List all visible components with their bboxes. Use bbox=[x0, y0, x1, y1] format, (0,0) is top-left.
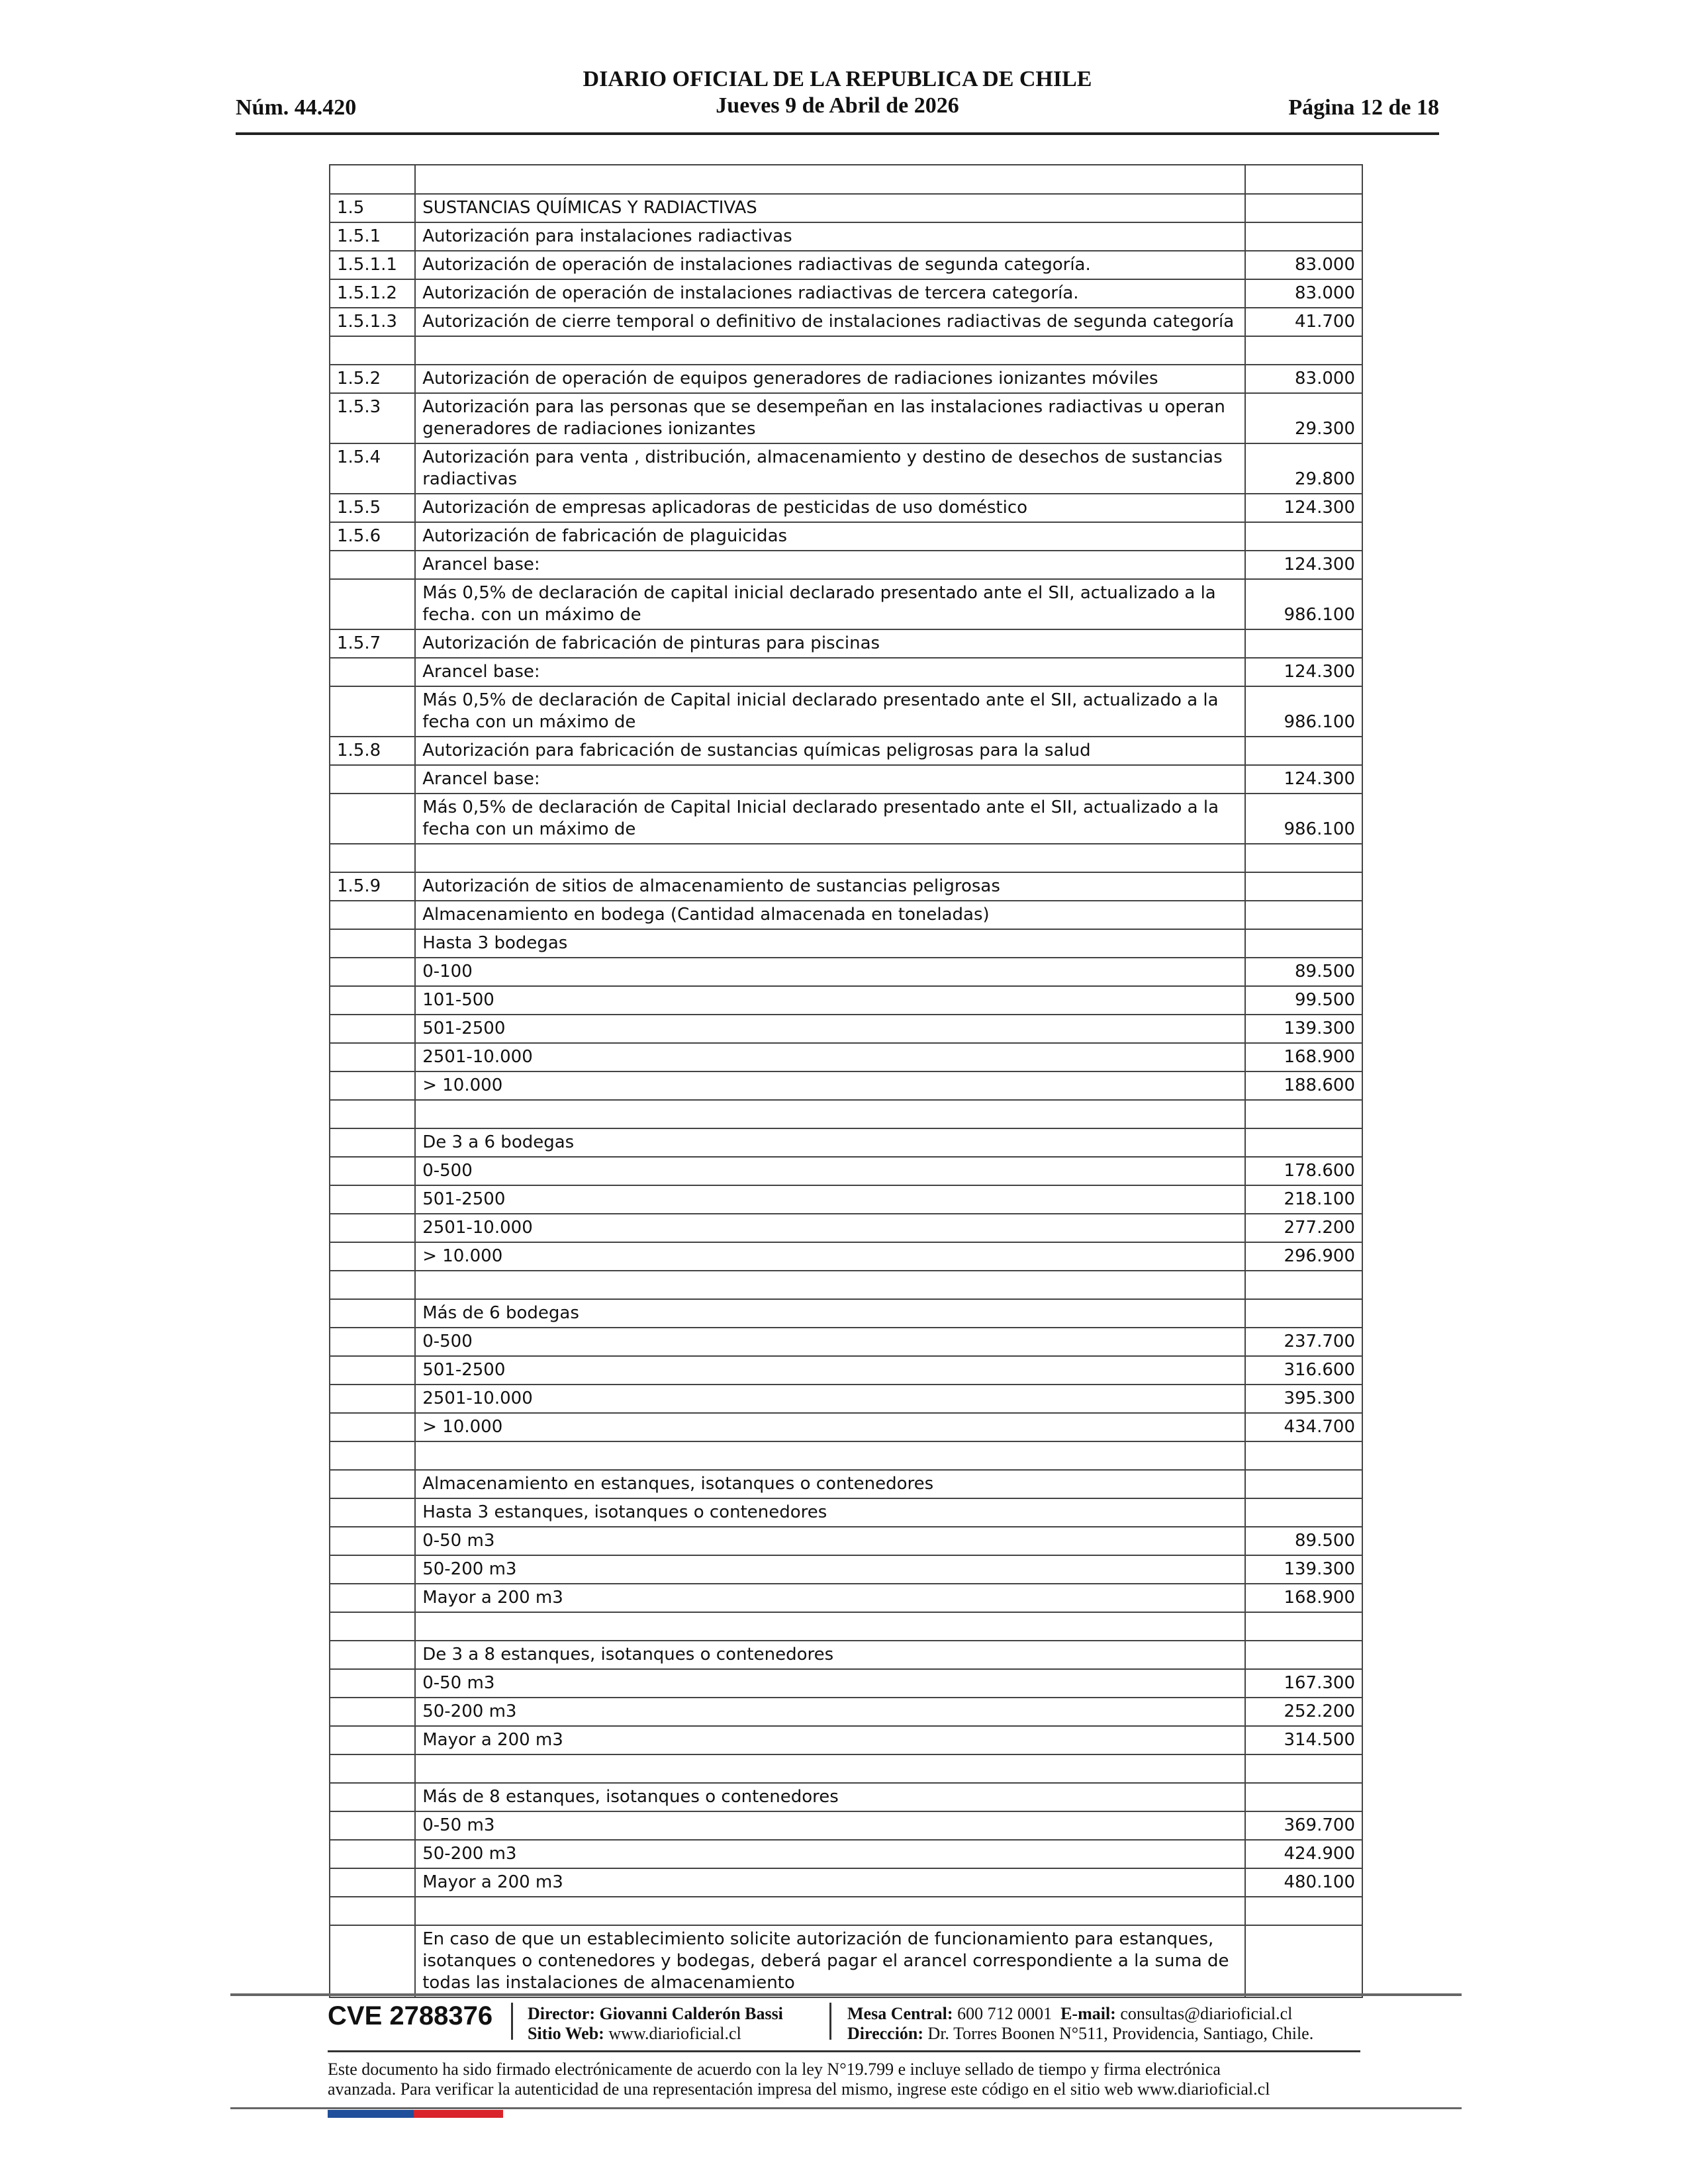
table-row bbox=[330, 686, 1362, 737]
address-value: Dr. Torres Boonen N°511, Providencia, Santiago, Chile. bbox=[927, 2024, 1314, 2043]
website-link[interactable]: www.diarioficial.cl bbox=[608, 2024, 741, 2043]
table-row bbox=[330, 765, 1362, 794]
row-value: 218.100 bbox=[1245, 1185, 1362, 1214]
row-code bbox=[330, 1356, 415, 1385]
row-value bbox=[1245, 1299, 1362, 1328]
row-description bbox=[415, 1612, 1244, 1641]
table-row bbox=[330, 279, 1362, 308]
row-code bbox=[330, 1555, 415, 1584]
row-code: 1.5.6 bbox=[330, 522, 415, 551]
row-value: 29.300 bbox=[1245, 393, 1362, 443]
row-code: 1.5.5 bbox=[330, 494, 415, 522]
row-description: Arancel base: bbox=[415, 658, 1244, 686]
row-code bbox=[330, 1015, 415, 1043]
row-value: 314.500 bbox=[1245, 1726, 1362, 1754]
row-code bbox=[330, 1271, 415, 1299]
row-description: Autorización de operación de equipos generadores de radiaciones ionizantes móviles bbox=[415, 365, 1244, 393]
website-label: Sitio Web: bbox=[528, 2024, 604, 2043]
row-value: 188.600 bbox=[1245, 1071, 1362, 1100]
table-row bbox=[330, 929, 1362, 958]
row-description: SUSTANCIAS QUÍMICAS Y RADIACTIVAS bbox=[415, 194, 1244, 222]
row-description bbox=[415, 844, 1244, 872]
row-description bbox=[415, 1754, 1244, 1783]
row-value bbox=[1245, 1641, 1362, 1669]
table-row bbox=[330, 308, 1362, 336]
row-description: Arancel base: bbox=[415, 765, 1244, 794]
row-value: 83.000 bbox=[1245, 251, 1362, 279]
director-label: Director: bbox=[528, 2004, 596, 2023]
row-code bbox=[330, 1100, 415, 1128]
row-description: Más de 8 estanques, isotanques o contenedores bbox=[415, 1783, 1244, 1811]
table-row bbox=[330, 1214, 1362, 1242]
table-row bbox=[330, 1925, 1362, 1997]
row-description: > 10.000 bbox=[415, 1413, 1244, 1441]
row-description bbox=[415, 1441, 1244, 1470]
row-description: 2501-10.000 bbox=[415, 1214, 1244, 1242]
table-row bbox=[330, 958, 1362, 986]
row-description: Mayor a 200 m3 bbox=[415, 1584, 1244, 1612]
row-description: Autorización de fabricación de pinturas para piscinas bbox=[415, 629, 1244, 658]
row-description: 2501-10.000 bbox=[415, 1385, 1244, 1413]
row-description: Almacenamiento en estanques, isotanques o contenedores bbox=[415, 1470, 1244, 1498]
phone-value: 600 712 0001 bbox=[957, 2004, 1053, 2023]
row-description: > 10.000 bbox=[415, 1242, 1244, 1271]
row-value: 29.800 bbox=[1245, 443, 1362, 494]
row-value: 124.300 bbox=[1245, 551, 1362, 579]
row-code bbox=[330, 579, 415, 629]
table-row bbox=[330, 365, 1362, 393]
row-code bbox=[330, 1328, 415, 1356]
row-value: 434.700 bbox=[1245, 1413, 1362, 1441]
row-description: 501-2500 bbox=[415, 1185, 1244, 1214]
address-label: Dirección: bbox=[847, 2024, 924, 2043]
flag-stripe-red bbox=[414, 2110, 503, 2118]
row-value: 124.300 bbox=[1245, 494, 1362, 522]
row-value bbox=[1245, 1498, 1362, 1527]
table-row bbox=[330, 1299, 1362, 1328]
table-row bbox=[330, 1385, 1362, 1413]
row-value bbox=[1245, 1783, 1362, 1811]
row-description: Hasta 3 bodegas bbox=[415, 929, 1244, 958]
row-code bbox=[330, 1498, 415, 1527]
row-value: 139.300 bbox=[1245, 1555, 1362, 1584]
table-row bbox=[330, 1157, 1362, 1185]
row-value bbox=[1245, 194, 1362, 222]
row-value: 395.300 bbox=[1245, 1385, 1362, 1413]
table-row bbox=[330, 194, 1362, 222]
row-value bbox=[1245, 336, 1362, 365]
flag-stripe-blue bbox=[328, 2110, 414, 2118]
row-description: Más 0,5% de declaración de Capital Inicial declarado presentado ante el SII, actualizado a la fecha con un máximo de bbox=[415, 794, 1244, 844]
row-description: 0-50 m3 bbox=[415, 1527, 1244, 1555]
contact-block bbox=[847, 2004, 1313, 2044]
row-description: Más 0,5% de declaración de Capital inicial declarado presentado ante el SII, actualizado a la fecha con un máximo de bbox=[415, 686, 1244, 737]
row-value bbox=[1245, 1441, 1362, 1470]
row-code: 1.5.1 bbox=[330, 222, 415, 251]
table-row bbox=[330, 1413, 1362, 1441]
issue-date: Jueves 9 de Abril de 2026 bbox=[716, 93, 959, 118]
table-row bbox=[330, 1356, 1362, 1385]
row-description: Más 0,5% de declaración de capital inicial declarado presentado ante el SII, actualizado a la fecha. con un máximo de bbox=[415, 579, 1244, 629]
table-row bbox=[330, 658, 1362, 686]
row-code: 1.5.3 bbox=[330, 393, 415, 443]
row-value bbox=[1245, 1754, 1362, 1783]
row-description: Hasta 3 estanques, isotanques o contenedores bbox=[415, 1498, 1244, 1527]
row-code bbox=[330, 1185, 415, 1214]
row-description: Almacenamiento en bodega (Cantidad almacenada en toneladas) bbox=[415, 901, 1244, 929]
table-cell-code bbox=[330, 165, 415, 194]
footer-divider-bottom bbox=[230, 2107, 1462, 2109]
footer-divider-top bbox=[230, 1993, 1462, 1996]
row-code bbox=[330, 1584, 415, 1612]
row-value: 41.700 bbox=[1245, 308, 1362, 336]
row-value: 986.100 bbox=[1245, 686, 1362, 737]
row-description: 0-500 bbox=[415, 1328, 1244, 1356]
table-row bbox=[330, 551, 1362, 579]
row-value: 124.300 bbox=[1245, 658, 1362, 686]
row-value bbox=[1245, 222, 1362, 251]
row-value bbox=[1245, 1612, 1362, 1641]
row-description: De 3 a 6 bodegas bbox=[415, 1128, 1244, 1157]
row-description: De 3 a 8 estanques, isotanques o contenedores bbox=[415, 1641, 1244, 1669]
email-link[interactable]: consultas@diarioficial.cl bbox=[1120, 2004, 1293, 2023]
row-description: Autorización de operación de instalaciones radiactivas de tercera categoría. bbox=[415, 279, 1244, 308]
email-label: E-mail: bbox=[1060, 2004, 1116, 2023]
row-description: En caso de que un establecimiento solicite autorización de funcionamiento para estanques, isotanques o contenedores y bodegas, deberá pagar el arancel correspondiente a la suma de todas las instalaciones de almacenamiento bbox=[415, 1925, 1244, 1997]
row-value: 83.000 bbox=[1245, 279, 1362, 308]
row-value: 168.900 bbox=[1245, 1584, 1362, 1612]
issue-number: Núm. 44.420 bbox=[236, 95, 357, 120]
row-value bbox=[1245, 1897, 1362, 1925]
table-row bbox=[330, 1726, 1362, 1754]
legal-line: Este documento ha sido firmado electrónicamente de acuerdo con la ley N°19.799 e incluye sellado de tiempo y firma electrónica bbox=[328, 2060, 1221, 2079]
row-value: 178.600 bbox=[1245, 1157, 1362, 1185]
row-code bbox=[330, 1470, 415, 1498]
row-value: 369.700 bbox=[1245, 1811, 1362, 1840]
table-row bbox=[330, 986, 1362, 1015]
row-code bbox=[330, 1214, 415, 1242]
row-code bbox=[330, 1128, 415, 1157]
table-cell-value bbox=[1245, 165, 1362, 194]
footer-divider-middle bbox=[328, 2050, 1360, 2052]
row-code bbox=[330, 986, 415, 1015]
cve-code: CVE 2788376 bbox=[328, 2001, 493, 2030]
row-code bbox=[330, 794, 415, 844]
phone-label: Mesa Central: bbox=[847, 2004, 953, 2023]
row-description: 50-200 m3 bbox=[415, 1555, 1244, 1584]
row-code bbox=[330, 1726, 415, 1754]
row-code: 1.5.2 bbox=[330, 365, 415, 393]
row-value bbox=[1245, 901, 1362, 929]
row-description: Arancel base: bbox=[415, 551, 1244, 579]
row-value: 296.900 bbox=[1245, 1242, 1362, 1271]
row-code bbox=[330, 1242, 415, 1271]
row-value: 480.100 bbox=[1245, 1868, 1362, 1897]
row-code bbox=[330, 929, 415, 958]
row-value bbox=[1245, 522, 1362, 551]
row-value bbox=[1245, 844, 1362, 872]
row-description: > 10.000 bbox=[415, 1071, 1244, 1100]
table-row bbox=[330, 844, 1362, 872]
table-row bbox=[330, 393, 1362, 443]
row-code bbox=[330, 1641, 415, 1669]
row-code bbox=[330, 765, 415, 794]
row-value: 986.100 bbox=[1245, 794, 1362, 844]
table-row bbox=[330, 872, 1362, 901]
row-description: Autorización para instalaciones radiactivas bbox=[415, 222, 1244, 251]
row-code bbox=[330, 1868, 415, 1897]
table-row bbox=[330, 1754, 1362, 1783]
row-code bbox=[330, 1299, 415, 1328]
table-row bbox=[330, 1470, 1362, 1498]
row-value: 99.500 bbox=[1245, 986, 1362, 1015]
table-row bbox=[330, 251, 1362, 279]
row-code bbox=[330, 1811, 415, 1840]
row-description: 0-100 bbox=[415, 958, 1244, 986]
table-row bbox=[330, 1242, 1362, 1271]
row-description: Autorización para las personas que se desempeñan en las instalaciones radiactivas u operan generadores de radiaciones ionizantes bbox=[415, 393, 1244, 443]
table-row bbox=[330, 579, 1362, 629]
row-code: 1.5.4 bbox=[330, 443, 415, 494]
director-name: Giovanni Calderón Bassi bbox=[599, 2004, 783, 2023]
row-description bbox=[415, 1271, 1244, 1299]
row-code bbox=[330, 1071, 415, 1100]
table-row bbox=[330, 443, 1362, 494]
page-indicator: Página 12 de 18 bbox=[1288, 95, 1439, 120]
table-row bbox=[330, 1071, 1362, 1100]
row-value: 83.000 bbox=[1245, 365, 1362, 393]
row-value: 316.600 bbox=[1245, 1356, 1362, 1385]
row-value bbox=[1245, 737, 1362, 765]
row-value bbox=[1245, 1470, 1362, 1498]
legal-notice bbox=[328, 2060, 1387, 2099]
legal-line: avanzada. Para verificar la autenticidad de una representación impresa del mismo, ingrese este código en el sitio web www.diarioficial.cl bbox=[328, 2079, 1270, 2099]
row-code bbox=[330, 1612, 415, 1641]
table-header-row bbox=[330, 165, 1362, 194]
table-cell-description bbox=[415, 165, 1244, 194]
row-code bbox=[330, 686, 415, 737]
tariff-table bbox=[329, 164, 1363, 1998]
row-value: 168.900 bbox=[1245, 1043, 1362, 1071]
table-row bbox=[330, 1555, 1362, 1584]
row-code: 1.5 bbox=[330, 194, 415, 222]
row-code: 1.5.1.2 bbox=[330, 279, 415, 308]
row-value: 237.700 bbox=[1245, 1328, 1362, 1356]
row-value bbox=[1245, 1128, 1362, 1157]
row-code bbox=[330, 1441, 415, 1470]
row-code: 1.5.8 bbox=[330, 737, 415, 765]
table-row bbox=[330, 1185, 1362, 1214]
row-description: 2501-10.000 bbox=[415, 1043, 1244, 1071]
tariff-table-body bbox=[330, 165, 1362, 1997]
row-code bbox=[330, 551, 415, 579]
row-code: 1.5.7 bbox=[330, 629, 415, 658]
table-row bbox=[330, 1698, 1362, 1726]
table-row bbox=[330, 1868, 1362, 1897]
row-code bbox=[330, 1385, 415, 1413]
row-code bbox=[330, 1413, 415, 1441]
row-description: 0-500 bbox=[415, 1157, 1244, 1185]
row-description: 0-50 m3 bbox=[415, 1811, 1244, 1840]
row-value: 89.500 bbox=[1245, 958, 1362, 986]
table-row bbox=[330, 737, 1362, 765]
table-row bbox=[330, 629, 1362, 658]
footer-separator bbox=[829, 2003, 831, 2040]
table-row bbox=[330, 222, 1362, 251]
row-code bbox=[330, 1754, 415, 1783]
row-value: 139.300 bbox=[1245, 1015, 1362, 1043]
row-code bbox=[330, 901, 415, 929]
row-code: 1.5.1.3 bbox=[330, 308, 415, 336]
row-code bbox=[330, 1669, 415, 1698]
row-value bbox=[1245, 872, 1362, 901]
newspaper-title: DIARIO OFICIAL DE LA REPUBLICA DE CHILE bbox=[583, 67, 1092, 91]
page-header bbox=[236, 66, 1439, 135]
row-description: 501-2500 bbox=[415, 1015, 1244, 1043]
row-value: 986.100 bbox=[1245, 579, 1362, 629]
row-value: 167.300 bbox=[1245, 1669, 1362, 1698]
row-value bbox=[1245, 629, 1362, 658]
row-description: Autorización para fabricación de sustancias químicas peligrosas para la salud bbox=[415, 737, 1244, 765]
table-row bbox=[330, 1271, 1362, 1299]
table-row bbox=[330, 522, 1362, 551]
row-value: 252.200 bbox=[1245, 1698, 1362, 1726]
row-code bbox=[330, 1698, 415, 1726]
row-code: 1.5.1.1 bbox=[330, 251, 415, 279]
table-row bbox=[330, 1100, 1362, 1128]
director-block bbox=[528, 2004, 783, 2044]
row-value bbox=[1245, 1271, 1362, 1299]
table-row bbox=[330, 1441, 1362, 1470]
table-row bbox=[330, 1527, 1362, 1555]
row-description: 50-200 m3 bbox=[415, 1840, 1244, 1868]
row-code bbox=[330, 1043, 415, 1071]
row-description: Autorización de cierre temporal o definitivo de instalaciones radiactivas de segunda categoría bbox=[415, 308, 1244, 336]
row-value bbox=[1245, 1925, 1362, 1997]
row-description: Autorización de operación de instalaciones radiactivas de segunda categoría. bbox=[415, 251, 1244, 279]
table-row bbox=[330, 1498, 1362, 1527]
table-row bbox=[330, 901, 1362, 929]
row-code: 1.5.9 bbox=[330, 872, 415, 901]
table-row bbox=[330, 1128, 1362, 1157]
row-code bbox=[330, 1783, 415, 1811]
row-code bbox=[330, 658, 415, 686]
table-row bbox=[330, 1641, 1362, 1669]
row-description: 101-500 bbox=[415, 986, 1244, 1015]
table-row bbox=[330, 1811, 1362, 1840]
row-description bbox=[415, 1897, 1244, 1925]
row-code bbox=[330, 1157, 415, 1185]
row-value: 89.500 bbox=[1245, 1527, 1362, 1555]
row-value: 424.900 bbox=[1245, 1840, 1362, 1868]
row-description: 50-200 m3 bbox=[415, 1698, 1244, 1726]
table-row bbox=[330, 1015, 1362, 1043]
table-row bbox=[330, 1043, 1362, 1071]
table-row bbox=[330, 1612, 1362, 1641]
table-row bbox=[330, 336, 1362, 365]
row-description: Mayor a 200 m3 bbox=[415, 1868, 1244, 1897]
footer-separator bbox=[511, 2003, 513, 2040]
row-description: 501-2500 bbox=[415, 1356, 1244, 1385]
table-row bbox=[330, 1897, 1362, 1925]
row-description bbox=[415, 336, 1244, 365]
row-value: 124.300 bbox=[1245, 765, 1362, 794]
table-row bbox=[330, 1584, 1362, 1612]
row-description: Autorización de fabricación de plaguicidas bbox=[415, 522, 1244, 551]
row-code bbox=[330, 1840, 415, 1868]
row-code bbox=[330, 1527, 415, 1555]
table-row bbox=[330, 794, 1362, 844]
row-value bbox=[1245, 1100, 1362, 1128]
row-description: Mayor a 200 m3 bbox=[415, 1726, 1244, 1754]
row-description: Autorización para venta , distribución, almacenamiento y destino de desechos de sustancias radiactivas bbox=[415, 443, 1244, 494]
row-code bbox=[330, 1897, 415, 1925]
table-row bbox=[330, 1328, 1362, 1356]
row-value: 277.200 bbox=[1245, 1214, 1362, 1242]
row-description bbox=[415, 1100, 1244, 1128]
table-row bbox=[330, 1840, 1362, 1868]
table-row bbox=[330, 1669, 1362, 1698]
row-description: Autorización de empresas aplicadoras de pesticidas de uso doméstico bbox=[415, 494, 1244, 522]
row-description: Autorización de sitios de almacenamiento de sustancias peligrosas bbox=[415, 872, 1244, 901]
header-center bbox=[236, 66, 1439, 119]
table-row bbox=[330, 1783, 1362, 1811]
row-code bbox=[330, 1925, 415, 1997]
row-description: Más de 6 bodegas bbox=[415, 1299, 1244, 1328]
table-row bbox=[330, 494, 1362, 522]
row-code bbox=[330, 958, 415, 986]
row-value bbox=[1245, 929, 1362, 958]
row-code bbox=[330, 336, 415, 365]
row-code bbox=[330, 844, 415, 872]
row-description: 0-50 m3 bbox=[415, 1669, 1244, 1698]
